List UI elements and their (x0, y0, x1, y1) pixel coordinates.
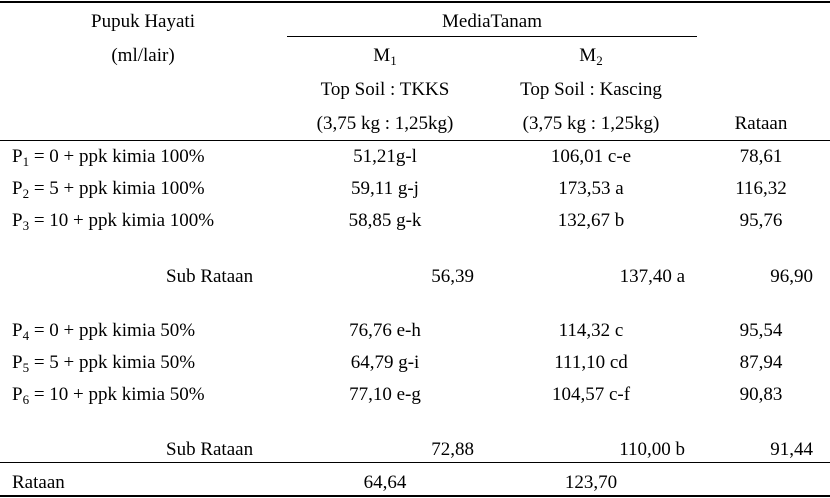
m1-description: Top Soil : TKKS (320, 79, 450, 100)
subtotal-m1: 56,39 (431, 266, 474, 287)
treatment-label: $P_1 = 0$ + ppk kimia 100% (12, 146, 205, 169)
factor-unit: (ml/lair) (111, 45, 175, 66)
row-mean: 87,94 (739, 352, 783, 373)
treatment-label: $P_2 = 5$ + ppk kimia 100% (12, 178, 205, 201)
m2-value: 106,01 c-e (550, 146, 632, 167)
subtotal-label: Sub Rataan (166, 439, 254, 460)
factor-label: Pupuk Hayati (91, 11, 195, 32)
m2-description: Top Soil : Kascing (520, 79, 662, 100)
media-group-underline (287, 36, 697, 37)
media-group-label: MediaTanam (442, 11, 542, 32)
top-rule (0, 1, 830, 3)
row-mean: 78,61 (739, 146, 783, 167)
footer-m1: 64,64 (363, 472, 407, 493)
treatment-label: $P_3 = 10$ + ppk kimia 100% (12, 210, 215, 233)
bottom-rule (0, 495, 830, 497)
footer-top-rule (0, 462, 830, 463)
row-mean: 116,32 (735, 178, 787, 199)
m1-value: 59,11 g-j (351, 178, 419, 199)
treatment-label: $P_6 = 10$ + ppk kimia 50% (12, 384, 205, 407)
mean-column-header: Rataan (734, 113, 788, 134)
row-mean: 95,54 (739, 320, 783, 341)
m1-value: 64,79 g-i (350, 352, 420, 373)
row-mean: 90,83 (739, 384, 783, 405)
subtotal-mean: 91,44 (770, 439, 813, 460)
m2-value: 104,57 c-f (551, 384, 631, 405)
footer-label: Rataan (12, 472, 65, 493)
subtotal-m2: 137,40 a (619, 266, 685, 287)
m1-code: $M_1$ (373, 45, 397, 68)
m1-value: 58,85 g-k (348, 210, 422, 231)
m2-value: 173,53 a (558, 178, 624, 199)
m2-ratio: (3,75 kg : 1,25kg) (522, 113, 660, 134)
treatment-label: $P_5 = 5$ + ppk kimia 50% (12, 352, 196, 375)
subtotal-mean: 96,90 (770, 266, 813, 287)
m2-value: 132,67 b (557, 210, 625, 231)
m2-value: 114,32 c (558, 320, 624, 341)
subtotal-label: Sub Rataan (166, 266, 254, 287)
m1-ratio: (3,75 kg : 1,25kg) (316, 113, 454, 134)
m1-value: 51,21g-l (353, 146, 417, 167)
m1-value: 76,76 e-h (349, 320, 421, 341)
row-mean: 95,76 (739, 210, 783, 231)
subtotal-m1: 72,88 (431, 439, 474, 460)
header-bottom-rule (0, 140, 830, 141)
m1-value: 77,10 e-g (349, 384, 421, 405)
m2-code: $M_2$ (579, 45, 603, 68)
footer-m2: 123,70 (564, 472, 618, 493)
subtotal-m2: 110,00 b (619, 439, 685, 460)
m2-value: 111,10 cd (554, 352, 628, 373)
treatment-label: $P_4 = 0$ + ppk kimia 50% (12, 320, 196, 343)
